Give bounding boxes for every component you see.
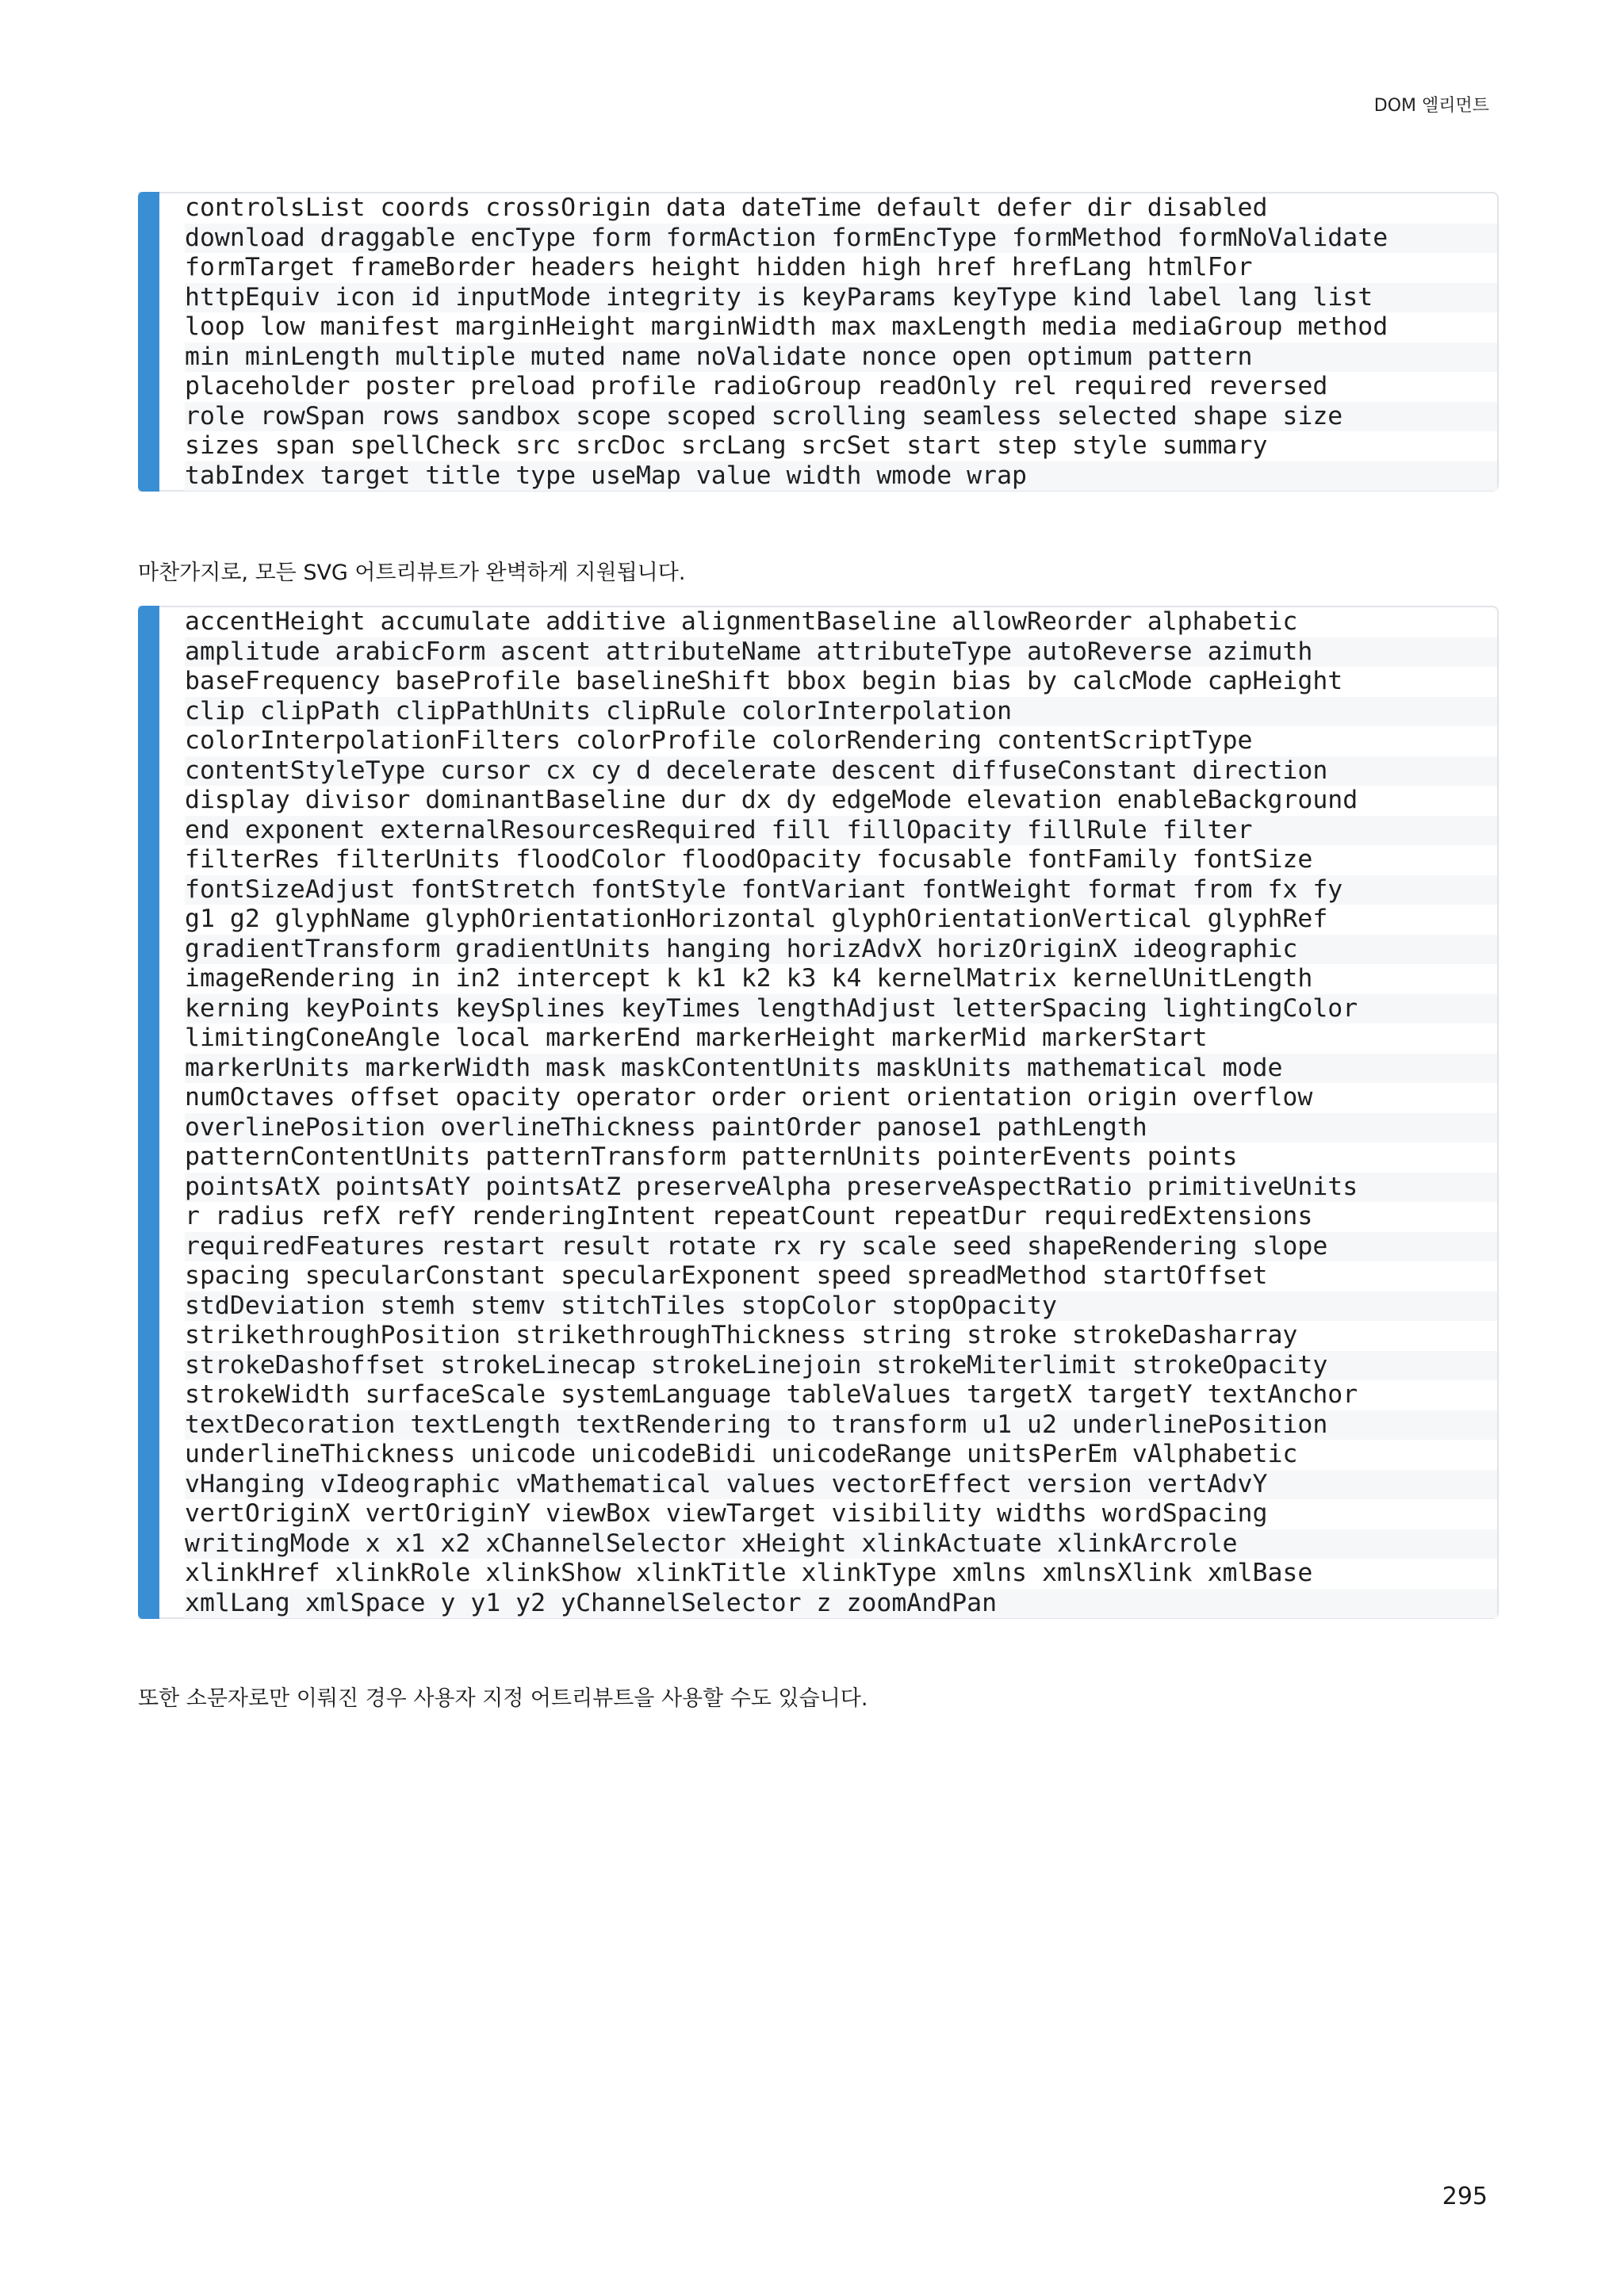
code-line: sizes span spellCheck src srcDoc srcLang srcSet start step style summary bbox=[185, 431, 1268, 460]
html-attributes-code-block bbox=[138, 192, 1499, 492]
code-line: spacing specularConstant specularExponent speed spreadMethod startOffset bbox=[185, 1261, 1268, 1290]
code-line: tabIndex target title type useMap value width wmode wrap bbox=[185, 461, 1497, 492]
code-line: r radius refX refY renderingIntent repeatCount repeatDur requiredExtensions bbox=[185, 1202, 1313, 1230]
code-line: accentHeight accumulate additive alignmentBaseline allowReorder alphabetic bbox=[185, 607, 1298, 636]
code-lines bbox=[138, 193, 1497, 491]
code-line: contentStyleType cursor cx cy d decelerate descent diffuseConstant direction bbox=[185, 756, 1497, 786]
code-line: baseFrequency baseProfile baselineShift bbox begin bias by calcMode capHeight bbox=[185, 667, 1343, 695]
code-line: textDecoration textLength textRendering to transform u1 u2 underlinePosition bbox=[185, 1410, 1497, 1441]
code-line: display divisor dominantBaseline dur dx dy edgeMode elevation enableBackground bbox=[185, 786, 1358, 814]
code-line: vHanging vIdeographic vMathematical values vectorEffect version vertAdvY bbox=[185, 1470, 1497, 1500]
code-line: pointsAtX pointsAtY pointsAtZ preserveAlpha preserveAspectRatio primitiveUnits bbox=[185, 1173, 1497, 1203]
code-line: markerUnits markerWidth mask maskContentUnits maskUnits mathematical mode bbox=[185, 1054, 1497, 1084]
code-line: gradientTransform gradientUnits hanging horizAdvX horizOriginX ideographic bbox=[185, 935, 1497, 965]
code-line: numOctaves offset opacity operator order orient orientation origin overflow bbox=[185, 1083, 1313, 1112]
paragraph-custom-attributes: 또한 소문자로만 이뤄진 경우 사용자 지정 어트리뷰트을 사용할 수도 있습니다. bbox=[138, 1686, 868, 1711]
code-line: fontSizeAdjust fontStretch fontStyle fontVariant fontWeight format from fx fy bbox=[185, 875, 1497, 905]
page-number: 295 bbox=[1442, 2183, 1488, 2210]
code-line: kerning keyPoints keySplines keyTimes lengthAdjust letterSpacing lightingColor bbox=[185, 994, 1497, 1024]
code-line: vertOriginX vertOriginY viewBox viewTarget visibility widths wordSpacing bbox=[185, 1499, 1268, 1528]
code-line: strikethroughPosition strikethroughThickness string stroke strokeDasharray bbox=[185, 1321, 1298, 1349]
code-line: imageRendering in in2 intercept k k1 k2 k3 k4 kernelMatrix kernelUnitLength bbox=[185, 964, 1313, 993]
code-line: g1 g2 glyphName glyphOrientationHorizontal glyphOrientationVertical glyphRef bbox=[185, 905, 1328, 933]
code-line: limitingConeAngle local markerEnd markerHeight markerMid markerStart bbox=[185, 1024, 1208, 1052]
code-line: strokeDashoffset strokeLinecap strokeLinejoin strokeMiterlimit strokeOpacity bbox=[185, 1351, 1497, 1381]
code-line: end exponent externalResourcesRequired fill fillOpacity fillRule filter bbox=[185, 816, 1497, 846]
code-line: writingMode x x1 x2 xChannelSelector xHeight xlinkActuate xlinkArcrole bbox=[185, 1529, 1497, 1559]
code-line: download draggable encType form formAction formEncType formMethod formNoValidate bbox=[185, 224, 1497, 254]
code-line: strokeWidth surfaceScale systemLanguage tableValues targetX targetY textAnchor bbox=[185, 1380, 1358, 1409]
running-header: DOM 엘리먼트 bbox=[1373, 96, 1489, 116]
code-line: placeholder poster preload profile radioGroup readOnly rel required reversed bbox=[185, 372, 1328, 400]
code-line: xmlLang xmlSpace y y1 y2 yChannelSelector z zoomAndPan bbox=[185, 1589, 1497, 1619]
code-line: overlinePosition overlineThickness paintOrder panose1 pathLength bbox=[185, 1113, 1497, 1143]
code-line: amplitude arabicForm ascent attributeName attributeType autoReverse azimuth bbox=[185, 637, 1497, 668]
code-lines bbox=[138, 607, 1497, 1618]
svg-attributes-code-block bbox=[138, 606, 1499, 1619]
code-line: formTarget frameBorder headers height hidden high href hrefLang htmlFor bbox=[185, 253, 1253, 281]
paragraph-svg-support: 마찬가지로, 모든 SVG 어트리뷰트가 완벽하게 지원됩니다. bbox=[138, 561, 686, 585]
code-line: xlinkHref xlinkRole xlinkShow xlinkTitle xlinkType xmlns xmlnsXlink xmlBase bbox=[185, 1559, 1313, 1587]
code-line: controlsList coords crossOrigin data dateTime default defer dir disabled bbox=[185, 193, 1268, 222]
code-line: httpEquiv icon id inputMode integrity is keyParams keyType kind label lang list bbox=[185, 283, 1497, 313]
code-line: colorInterpolationFilters colorProfile colorRendering contentScriptType bbox=[185, 726, 1253, 755]
code-line: min minLength multiple muted name noValidate nonce open optimum pattern bbox=[185, 342, 1497, 373]
code-line: clip clipPath clipPathUnits clipRule colorInterpolation bbox=[185, 697, 1497, 727]
code-line: filterRes filterUnits floodColor floodOpacity focusable fontFamily fontSize bbox=[185, 845, 1313, 874]
code-line: patternContentUnits patternTransform patternUnits pointerEvents points bbox=[185, 1142, 1238, 1171]
code-line: stdDeviation stemh stemv stitchTiles stopColor stopOpacity bbox=[185, 1292, 1497, 1322]
code-line: loop low manifest marginHeight marginWidth max maxLength media mediaGroup method bbox=[185, 312, 1388, 341]
code-line: role rowSpan rows sandbox scope scoped scrolling seamless selected shape size bbox=[185, 402, 1497, 432]
code-line: underlineThickness unicode unicodeBidi unicodeRange unitsPerEm vAlphabetic bbox=[185, 1440, 1298, 1468]
code-line: requiredFeatures restart result rotate rx ry scale seed shapeRendering slope bbox=[185, 1232, 1497, 1262]
